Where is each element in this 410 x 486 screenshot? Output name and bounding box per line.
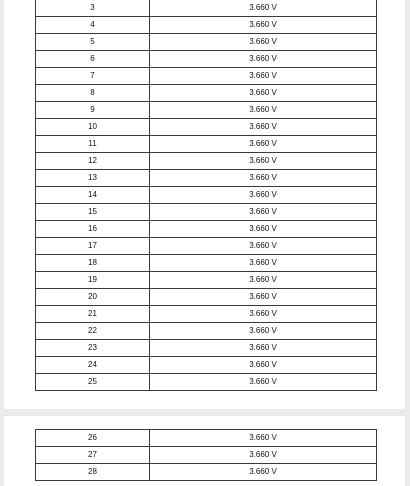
cell-voltage: 3.660 V [150,51,377,68]
table-row [36,238,377,255]
cell-voltage-table [35,0,377,391]
cell-index: 23 [36,340,150,357]
cell-index: 28 [36,464,150,481]
cell-voltage: 3.660 V [150,447,377,464]
table-body [36,430,377,481]
cell-index: 18 [36,255,150,272]
cell-index: 27 [36,447,150,464]
cell-index: 5 [36,34,150,51]
cell-index: 22 [36,323,150,340]
cell-voltage: 3.660 V [150,306,377,323]
cell-voltage: 3.660 V [150,430,377,447]
table-row [36,85,377,102]
cell-index: 9 [36,102,150,119]
cell-voltage: 3.660 V [150,255,377,272]
table-row [36,447,377,464]
cell-index: 10 [36,119,150,136]
document-page-1 [4,0,405,409]
cell-index: 7 [36,68,150,85]
table-row [36,221,377,238]
cell-voltage: 3.660 V [150,221,377,238]
table-row [36,340,377,357]
cell-voltage: 3.660 V [150,85,377,102]
cell-voltage: 3.660 V [150,238,377,255]
cell-voltage: 3.660 V [150,17,377,34]
cell-index: 17 [36,238,150,255]
table-body [36,0,377,391]
cell-index: 6 [36,51,150,68]
cell-index: 15 [36,204,150,221]
cell-index: 24 [36,357,150,374]
table-row [36,374,377,391]
table-row [36,17,377,34]
cell-voltage: 3.660 V [150,153,377,170]
cell-index: 25 [36,374,150,391]
cell-index: 12 [36,153,150,170]
table-row [36,306,377,323]
table-row [36,204,377,221]
cell-index: 8 [36,85,150,102]
cell-index: 13 [36,170,150,187]
cell-index: 11 [36,136,150,153]
table-row [36,430,377,447]
table-row [36,34,377,51]
cell-voltage: 3.660 V [150,323,377,340]
cell-voltage: 3.660 V [150,187,377,204]
cell-index: 14 [36,187,150,204]
cell-voltage: 3.660 V [150,272,377,289]
cell-voltage: 3.660 V [150,374,377,391]
table-row [36,323,377,340]
cell-index: 4 [36,17,150,34]
cell-voltage: 3.660 V [150,119,377,136]
cell-voltage: 3.660 V [150,0,377,17]
table-row [36,289,377,306]
cell-index: 26 [36,430,150,447]
cell-index: 20 [36,289,150,306]
cell-index: 16 [36,221,150,238]
cell-index: 19 [36,272,150,289]
table-row [36,0,377,17]
table-row [36,170,377,187]
cell-voltage: 3.660 V [150,170,377,187]
table-row [36,136,377,153]
table-row [36,51,377,68]
cell-voltage: 3.660 V [150,204,377,221]
table-row [36,464,377,481]
table-row [36,255,377,272]
cell-voltage: 3.660 V [150,340,377,357]
cell-voltage: 3.660 V [150,289,377,306]
cell-voltage-table [35,429,377,481]
cell-voltage: 3.660 V [150,136,377,153]
table-row [36,153,377,170]
table-row [36,357,377,374]
cell-voltage: 3.660 V [150,464,377,481]
document-page-2 [4,416,405,486]
table-row [36,272,377,289]
cell-index: 3 [36,0,150,17]
cell-index: 21 [36,306,150,323]
cell-voltage: 3.660 V [150,68,377,85]
table-row [36,187,377,204]
table-row [36,68,377,85]
cell-voltage: 3.660 V [150,102,377,119]
cell-voltage: 3.660 V [150,34,377,51]
table-row [36,102,377,119]
table-row [36,119,377,136]
cell-voltage: 3.660 V [150,357,377,374]
